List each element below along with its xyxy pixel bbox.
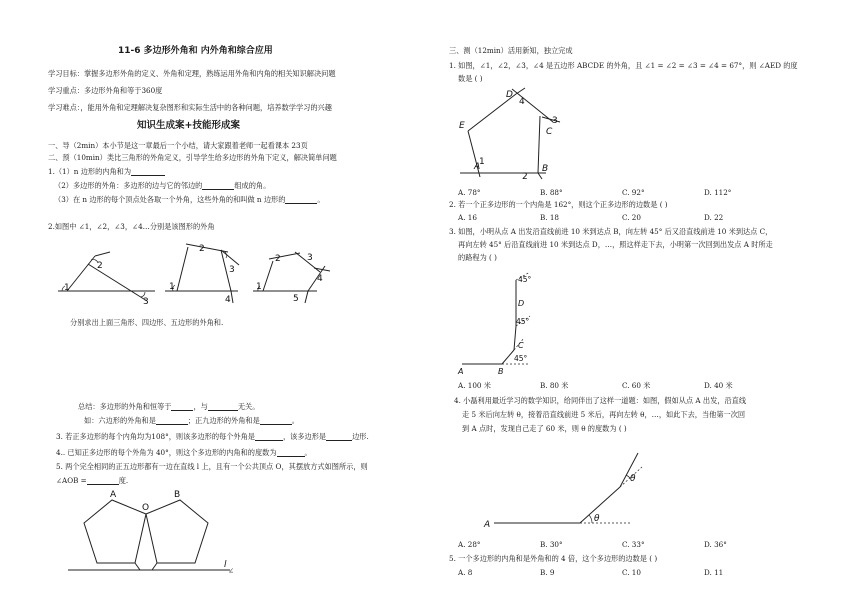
test-question-5-options [458, 568, 723, 577]
angle-label-1: 1 [256, 282, 262, 292]
option-a[interactable]: A. 28° [458, 540, 481, 549]
point-A: A [458, 367, 464, 376]
option-a[interactable]: A. 100 米 [458, 381, 491, 390]
test-question-2-options [458, 213, 723, 222]
right-column [440, 0, 860, 608]
question-4 [56, 448, 312, 457]
question-4-text: 4.. 已知正多边形的每个外角为 40°，则这个多边形的内角和的度数为 [56, 448, 277, 457]
angle-label-3: 3 [307, 253, 313, 263]
test-question-3-options [458, 381, 733, 390]
summary-text-2: ，与 [193, 402, 208, 411]
answer-blank[interactable] [156, 417, 188, 425]
question-5-unit: 度. [118, 476, 129, 485]
test-question-4: 4. 小磊利用最近学习的数学知识，给同伴出了这样一道题：如图，假如从点 A 出发，沿直线 [454, 396, 747, 405]
angle-label-2: 2 [275, 254, 281, 264]
angle-label-4: 4 [317, 274, 323, 284]
angle-label-2: 2 [522, 172, 528, 182]
question-1-part-3 [54, 195, 325, 204]
learning-objective: 学习目标：掌握多边形外角的定义、外角和定理，熟练运用外角和内角的相关知识解决问题 [48, 69, 336, 78]
footer-mark: ∠ [228, 566, 235, 575]
answer-blank[interactable] [131, 168, 165, 176]
option-d[interactable]: D. 112° [704, 188, 732, 197]
vertex-A: A [474, 162, 481, 172]
question-2-task: 分别求出上面三角形、四边形、五边形的外角和. [70, 318, 224, 327]
option-a[interactable]: A. 78° [458, 188, 481, 197]
test-question-3-line-2: 再向左转 45° 后沿直线前进 10 米到达点 D，…，照这样走下去，小明第一次回到出发点 A 时所走 [458, 240, 773, 249]
question-1-part-1-text: 1.（1）n 边形的内角和为 [48, 167, 132, 176]
angle-45-label: 45° [516, 317, 530, 326]
angle-45-label: 45° [514, 354, 528, 363]
test-question-1-options [458, 188, 731, 197]
summary-line [78, 402, 259, 411]
question-1-part-2 [54, 181, 270, 190]
test-question-1-tail: 数是 ( ) [458, 74, 483, 83]
learning-difficulty: 学习难点：，能用外角和定理解决复杂图形和实际生活中的各种问题，培养数学学习的兴趣 [48, 103, 332, 112]
test-question-5: 5. 一个多边形的内角和是外角和的 4 倍，这个多边形的边数是 ( ) [449, 554, 658, 563]
point-A: A [484, 520, 491, 530]
angle-label-3: 3 [229, 265, 235, 275]
test-question-3-line-3: 的路程为 ( ) [458, 253, 497, 262]
two-pentagons-figure [60, 490, 240, 602]
summary-text-3: 无关。 [237, 402, 260, 411]
label-l: l [224, 560, 227, 570]
test-question-4-line-2: 走 5 米后向左转 θ，接着沿直线前进 5 米后，再向左转 θ，…，如此下去，当他第一次回 [462, 410, 746, 419]
test-question-1: 1. 如图，∠1，∠2，∠3，∠4 是五边形 ABCDE 的外角，且 ∠1 = ∠2 = ∠3 = ∠4 = 67°，则 ∠AED 的度 [449, 61, 798, 70]
option-c[interactable]: C. 60 米 [622, 381, 651, 390]
question-4-tail: 。 [304, 448, 312, 457]
label-O: O [142, 503, 150, 513]
label-A: A [110, 490, 117, 500]
angle-label-1: 1 [64, 283, 70, 293]
angle-45-label: 45° [518, 275, 532, 284]
angle-label-3: 3 [143, 297, 149, 307]
answer-blank[interactable] [260, 417, 292, 425]
answer-blank[interactable] [202, 182, 234, 190]
option-a[interactable]: A. 16 [458, 213, 477, 222]
example-text: 如：六边形的外角和是 [84, 416, 156, 425]
angle-label-4: 4 [225, 295, 231, 305]
step-preview: 二、预（10min）类比三角形的外角定义，引导学生给多边形的外角下定义，解决简单问题 [48, 153, 337, 162]
option-d[interactable]: D. 40 米 [704, 381, 733, 390]
answer-blank[interactable] [87, 477, 119, 485]
theta-turn-figure [480, 445, 650, 535]
page-title: 11-6 多边形外角和 内外角和综合应用 [118, 46, 273, 56]
answer-blank[interactable] [326, 433, 352, 441]
option-d[interactable]: D. 11 [704, 568, 724, 577]
option-b[interactable]: B. 18 [540, 213, 559, 222]
question-5-answer [56, 476, 128, 485]
answer-blank[interactable] [208, 403, 238, 411]
answer-blank[interactable] [255, 433, 283, 441]
vertex-E: E [459, 121, 465, 131]
answer-blank[interactable] [285, 196, 317, 204]
pentagon-abcde-figure [458, 85, 573, 180]
option-b[interactable]: B. 9 [540, 568, 555, 577]
exterior-angle-figures [55, 238, 355, 308]
label-B: B [174, 490, 181, 500]
point-B: B [498, 367, 504, 376]
point-C: C [518, 341, 524, 350]
theta-label: θ [630, 474, 636, 484]
option-c[interactable]: C. 92° [622, 188, 645, 197]
vertex-D: D [506, 90, 513, 100]
learning-key-point: 学习重点：多边形外角和等于360度 [48, 86, 163, 95]
option-d[interactable]: D. 22 [704, 213, 724, 222]
option-b[interactable]: B. 30° [540, 540, 563, 549]
question-1-part-3-text: （3）在 n 边形的每个顶点处各取一个外角，这些外角的和叫做 n 边形的 [54, 195, 286, 204]
test-question-3: 3. 如图，小明从点 A 出发沿直线前进 10 米到达点 B，向左转 45° 后又沿直线前进 10 米到达点 C， [449, 227, 773, 236]
question-5-angle: ∠AOB = [56, 476, 87, 485]
theta-label: θ [594, 514, 600, 524]
example-text-3: 。 [291, 416, 299, 425]
section-title: 知识生成案+技能形成案 [137, 120, 240, 131]
angle-label-1: 1 [479, 157, 485, 167]
section-test-title: 三、测（12min）活用新知，独立完成 [449, 46, 573, 55]
test-question-2: 2. 若一个正多边形的一个内角是 162°，则这个正多边形的边数是 ( ) [449, 200, 668, 209]
angle-label-2: 2 [199, 244, 205, 254]
question-5: 5. 两个完全相同的正五边形都有一边在直线 l 上，且有一个公共顶点 O，其摆放方式如图所示，则 [56, 462, 368, 471]
angle-label-2: 2 [97, 261, 103, 271]
question-3-text-2: ，该多边形是 [282, 432, 327, 441]
question-3 [56, 432, 369, 441]
question-3-text-3: 边形. [352, 432, 369, 441]
example-text-2: ；正九边形的外角和是 [187, 416, 260, 425]
step-guide: 一、导（2min）本小节是这一章最后一个小结，请大家跟着老师一起看课本 23页 [48, 141, 308, 150]
question-1-part-3-tail: 。 [317, 195, 325, 204]
question-1-part-2-tail: 组成的角。 [234, 181, 271, 190]
question-2: 2.如图中 ∠1，∠2，∠3，∠4…分别是该图形的外角 [48, 222, 215, 231]
option-b[interactable]: B. 80 米 [540, 381, 569, 390]
question-3-text: 3. 若正多边形的每个内角均为108°，则该多边形的每个外角是 [56, 432, 255, 441]
question-1-part-2-text: （2）多边形的外角：多边形的边与它的邻边的 [54, 181, 203, 190]
angle-label-3: 3 [552, 116, 558, 126]
point-D: D [518, 299, 525, 308]
question-1-part-1 [48, 167, 165, 176]
angle-label-5: 5 [293, 294, 299, 304]
test-question-4-line-3: 到 A 点时，发现自己走了 60 米，则 θ 的度数为 ( ) [462, 424, 627, 433]
vertex-C: C [546, 127, 553, 137]
walking-path-figure [458, 266, 543, 376]
angle-label-4: 4 [519, 97, 525, 107]
answer-blank[interactable] [171, 403, 193, 411]
summary-text: 总结：多边形的外角和恒等于 [78, 402, 172, 411]
option-d[interactable]: D. 36° [704, 540, 727, 549]
angle-label-1: 1 [169, 282, 175, 292]
answer-blank[interactable] [277, 449, 305, 457]
example-line [84, 416, 299, 425]
option-c[interactable]: C. 20 [622, 213, 641, 222]
option-a[interactable]: A. 8 [458, 568, 473, 577]
test-question-4-options [458, 540, 727, 549]
option-b[interactable]: B. 88° [540, 188, 563, 197]
option-c[interactable]: C. 33° [622, 540, 645, 549]
option-c[interactable]: C. 10 [622, 568, 641, 577]
vertex-B: B [542, 164, 549, 174]
